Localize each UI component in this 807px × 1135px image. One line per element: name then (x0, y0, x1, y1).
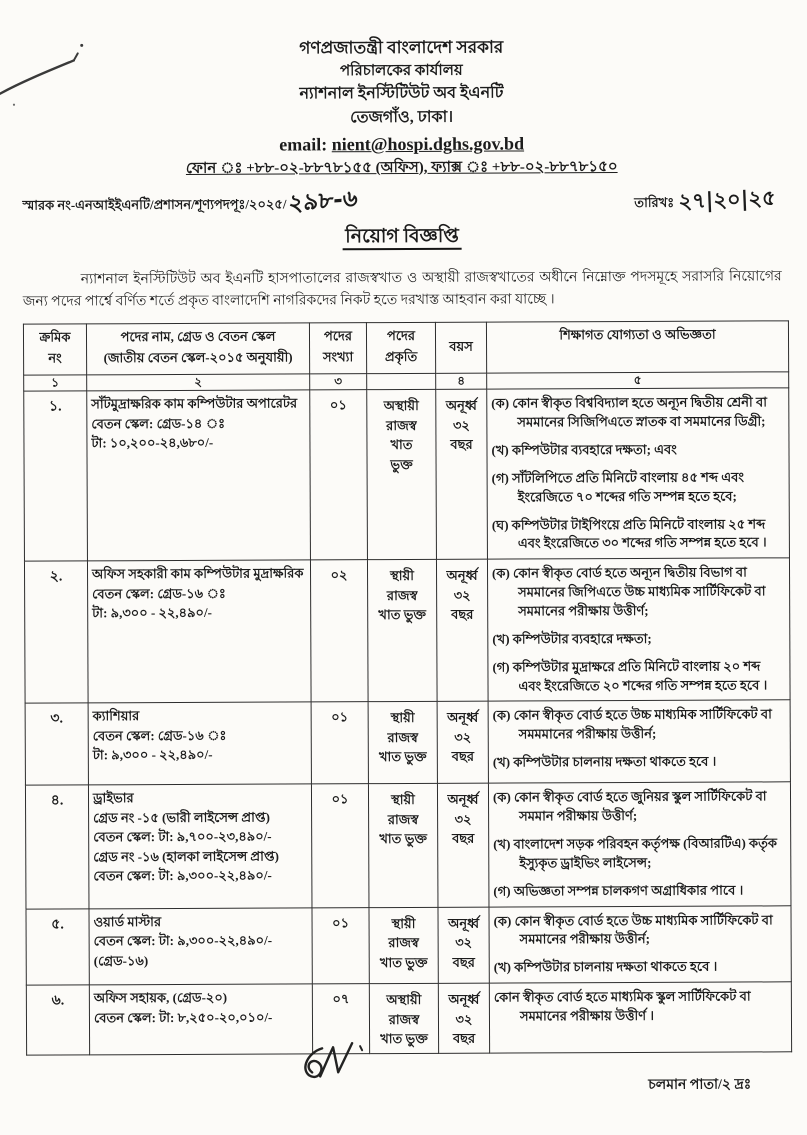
memo-number (22, 185, 359, 217)
header-nature: পদের প্রকৃতি (366, 323, 435, 374)
row-post: ওয়ার্ড মাস্টার বেতন স্কেল: টা: ৯,৩০০-২২,৪৯০/- (গ্রেড-১৬) (89, 907, 312, 985)
row-count: ০৭ (312, 984, 369, 1054)
header-age: বয়স (435, 323, 486, 374)
table-row (26, 982, 791, 1055)
table-row (25, 700, 790, 785)
row-nature: স্থায়ী রাজস্ব খাত ভুক্ত (367, 560, 437, 702)
qualification-clause: (ক) কোন স্বীকৃত বোর্ড হতে উচ্চ মাধ্যমিক সার্টিফিকেট বা সমমমানের পরীক্ষায় উত্তীর্ন; (492, 706, 772, 742)
qualification-clause: (খ) কম্পিউটার চালনায় দক্ষতা থাকতে হবে । (492, 753, 717, 770)
qualification-clause: (ক) কোন স্বীকৃত বোর্ড হতে অন্যূন দ্বিতীয় বিভাগ বা সমমানের জিপিএতে উচ্চ মাধ্যমিক সার্টিফিকেট বা সমমানের পরীক্ষায় উত্তীর্ণ; (491, 564, 766, 619)
row-count: ০১ (312, 907, 369, 984)
institute-location: তেজগাঁও, ঢাকা। (350, 108, 454, 126)
col-num-4: ৪ (436, 374, 487, 390)
row-qualification (489, 982, 791, 1053)
row-nature: অস্থায়ী রাজস্ব খাত ভুক্ত (369, 983, 438, 1053)
intro-paragraph: ন্যাশনাল ইনস্টিটিউট অব ইএনটি হাসপাতালের রাজস্বখাত ও অস্থায়ী রাজস্বখাতের অধীনে নিম্নোক্ত পদসমূহে সরাসরি নিয়োগের জন্য পদের পার্শ্বে বর্ণিত শর্তে প্রকৃত বাংলাদেশি নাগরিকদের নিকট হতে দরখাস্ত আহবান করা যাচ্ছে । (22, 268, 782, 310)
qualification-clause: (ক) কোন স্বীকৃত বোর্ড হতে জুনিয়র স্কুল সার্টিফিকেট বা সমমান পরীক্ষায় উত্তীর্ণ; (492, 788, 767, 824)
row-post: সাঁটমুদ্রাক্ষরিক কাম কম্পিউটার অপারেটর বেতন স্কেল: গ্রেড-১৪ ঃ টা: ১০,২০০-২৪,৬৮০/- (87, 390, 311, 561)
row-post: অফিস সহকারী কাম কম্পিউটার মুদ্রাক্ষরিক বেতন স্কেল: গ্রেড-১৬ ঃ টা: ৯,৩০০ - ২২,৪৯০/- (87, 560, 311, 703)
email-line (0, 129, 805, 159)
row-serial: ৪. (25, 785, 89, 908)
email-label: email: (279, 134, 332, 155)
table-row (25, 782, 791, 909)
qualification-clause: (ক) কোন স্বীকৃত বিশ্ববিদ্যাল হতে অন্যূন দ্বিতীয় শ্রেনী বা সমমানের সিজিপিএতে স্নাতক বা সমমানের ডিগ্রী; (491, 394, 767, 430)
date-handwritten: ২৭|২০|২৫ (677, 185, 776, 214)
table-row (26, 905, 791, 985)
continuation-note: চলমান পাতা/২ দ্রঃ (648, 1077, 752, 1094)
table-row (24, 388, 790, 561)
row-post: অফিস সহায়ক, (গ্রেড-২০) বেতন স্কেল: টা: ৮,২৫০-২০,০১০/- (89, 984, 312, 1055)
row-age: অনূর্ধ্ব ৩২ বছর (436, 390, 488, 560)
notice-title: নিয়োগ বিজ্ঞপ্তি (0, 220, 806, 256)
row-age: অনূর্ধ্ব ৩২ বছর (438, 983, 489, 1053)
memo-number-printed: স্মারক নং-এনআইইএনটি/প্রশাসন/শূণ্যপদপূঃ/২০২৫/ (22, 196, 287, 213)
row-age: অনূর্ধ্ব ৩২ বছর (437, 701, 488, 783)
row-nature: স্থায়ী রাজস্ব খাত ভুক্ত (368, 702, 437, 784)
row-serial: ৬. (26, 985, 89, 1055)
row-age: অনূর্ধ্ব ৩২ বছর (436, 559, 488, 701)
table-row (24, 558, 790, 703)
header-serial: ক্রমিক নং (23, 324, 86, 375)
qualification-clause: (খ) বাংলাদেশ সড়ক পরিবহন কর্তৃপক্ষ (বিআরটিএ) কর্তৃক ইস্যুকৃত ড্রাইভিং লাইসেন্স; (493, 835, 777, 871)
email-address: nient@hospi.dghs.gov.bd (331, 133, 525, 155)
qualification-clause: (গ) কম্পিউটার মুদ্রাক্ষরে প্রতি মিনিটে বাংলায় ২০ শব্দ এবং ইংরেজিতে ২০ শব্দের গতি সম্পন্ন হতে হবে । (492, 658, 768, 694)
government-name: গণপ্রজাতন্ত্রী বাংলাদেশ সরকার (299, 37, 504, 58)
qualification-clause: (ক) কোন স্বীকৃত বোর্ড হতে উচ্চ মাধ্যমিক সার্টিফিকেট বা সমমানের পরীক্ষায় উত্তীর্ন; (493, 911, 773, 947)
col-num-2: ২ (87, 374, 310, 391)
row-age: অনূর্ধ্ব ৩২ বছর (437, 783, 489, 906)
institute-name: ন্যাশনাল ইনস্টিটিউট অব ইএনটি (299, 84, 504, 103)
row-age: অনূর্ধ্ব ৩২ বছর (438, 907, 489, 984)
col-num-5: ৫ (487, 372, 789, 389)
qualification-clause: (ঘ) কম্পিউটার টাইপিংয়ে প্রতি মিনিটে বাংলায় ২৫ শব্দ এবং ইংরেজিতে ৩০ শব্দের গতি সম্পন্ন হতে হবে । (491, 516, 767, 551)
row-count: ০২ (310, 560, 368, 702)
vacancy-table (23, 321, 792, 1056)
row-qualification (487, 388, 790, 559)
row-count: ০১ (311, 784, 369, 907)
row-qualification (488, 700, 790, 783)
row-serial: ৩. (25, 703, 88, 785)
qualification-clause: কোন স্বীকৃত বোর্ড হতে মাধ্যমিক স্কুল সার্টিফিকেট বা সমমানের পরীক্ষায় উত্তীর্ণ । (493, 988, 751, 1024)
header-post: পদের নাম, গ্রেড ও বেতন স্কেল (জাতীয় বেতন স্কেল-২০১৫ অনুযায়ী) (86, 323, 309, 375)
row-count: ০১ (311, 702, 368, 784)
office-name: পরিচালকের কার্যালয় (339, 62, 463, 79)
row-qualification (489, 905, 791, 983)
row-nature: স্থায়ী রাজস্ব খাত ভুক্ত (368, 784, 438, 908)
memo-date (634, 185, 776, 215)
phone-fax-line: ফোন ঃ +৮৮-০২-৮৮৭৮১৫৫ (অফিস), ফ্যাক্স ঃ +৮৮-০২-৮৮৭৮১৫০ (185, 158, 618, 177)
date-label: তারিখঃ (634, 194, 675, 210)
row-post: ড্রাইভার গ্রেড নং -১৫ (ভারী লাইসেন্স প্রাপ্ত) বেতন স্কেল: টা: ৯,৭০০-২৩,৪৯০/- গ্রেড নং -১৬ (হালকা লাইসেন্স প্রাপ্ত) বেতন স্কেল: টা: ৯,৩০০-২২,৪৯০/- (88, 784, 312, 908)
signature-mark (292, 1038, 382, 1098)
row-serial: ১. (24, 391, 88, 561)
col-num-1: ১ (24, 375, 87, 391)
qualification-clause: (গ) অভিজ্ঞতা সম্পন্ন চালকগণ অগ্রাধিকার পাবে । (493, 882, 744, 899)
header-count: পদের সংখ্যা (309, 323, 366, 374)
row-nature: স্থায়ী রাজস্ব খাত ভুক্ত (369, 907, 438, 984)
row-count: ০১ (310, 390, 368, 560)
row-qualification (487, 558, 790, 701)
row-nature: অস্থায়ী রাজস্ব খাত ভুক্ত (367, 390, 437, 560)
qualification-clause: (গ) সাঁটলিপিতে প্রতি মিনিটে বাংলায় ৪৫ শব্দ এবং ইংরেজিতে ৭০ শব্দের গতি সম্পন্ন হতে হবে; (491, 469, 744, 505)
col-num-3: ৩ (310, 374, 367, 390)
qualification-clause: (খ) কম্পিউটার চালনায় দক্ষতা থাকতে হবে । (493, 958, 718, 975)
header-qualification: শিক্ষাগত যোগ্যতা ও অভিজ্ঞতা (486, 321, 788, 373)
row-serial: ২. (24, 561, 88, 703)
row-qualification (488, 782, 791, 907)
row-serial: ৫. (26, 908, 89, 985)
qualification-clause: (খ) কম্পিউটার ব্যবহারে দক্ষতা; এবং (491, 441, 677, 458)
memo-line (0, 178, 805, 218)
pen-stroke-mark (0, 19, 148, 110)
row-post: ক্যাশিয়ার বেতন স্কেল: গ্রেড-১৬ ঃ টা: ৯,৩০০ - ২২,৪৯০/- (88, 702, 311, 785)
memo-number-handwritten: ২৯৮-৬ (288, 185, 359, 217)
table-header-row (23, 321, 788, 375)
qualification-clause: (খ) কম্পিউটার ব্যবহারে দক্ষতা; (492, 630, 652, 647)
col-num-blank (367, 374, 436, 390)
